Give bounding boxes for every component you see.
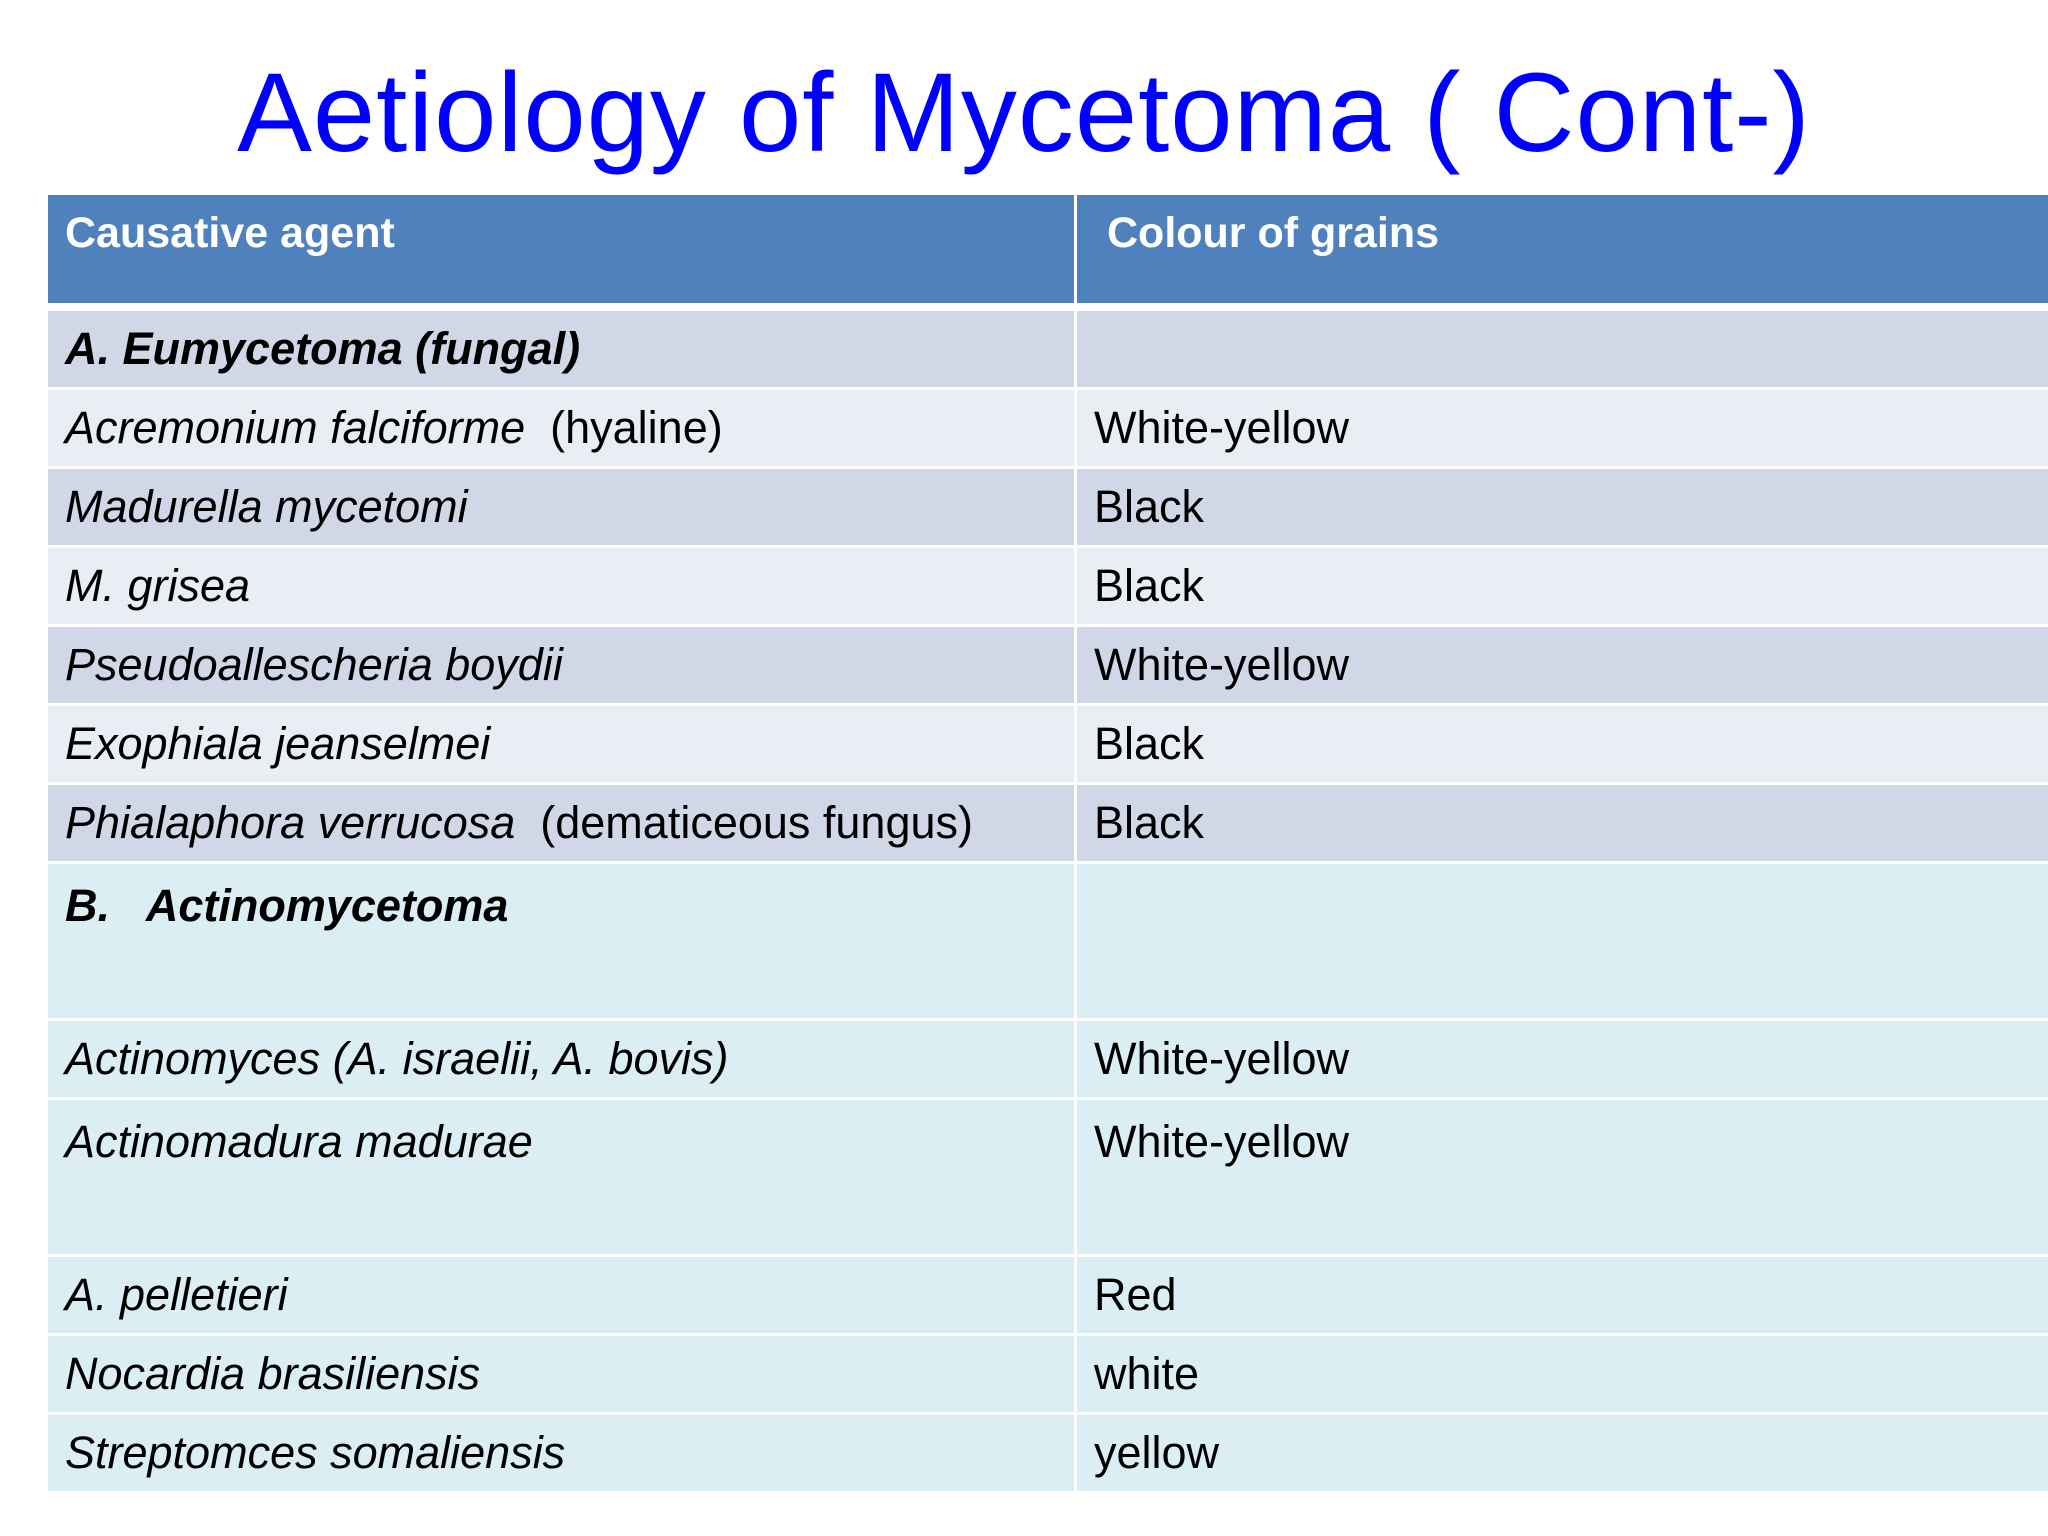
agent-cell <box>47 626 1076 705</box>
agent-cell <box>47 389 1076 468</box>
colour-cell: Black <box>1076 784 2048 863</box>
colour-cell: White-yellow <box>1076 626 2048 705</box>
agent-cell <box>47 468 1076 547</box>
agent-name: Actinomyces (A. israelii, A. bovis) <box>65 1033 729 1084</box>
header-colour-of-grains: Colour of grains <box>1076 194 2048 308</box>
table-row <box>47 626 2048 705</box>
colour-cell: yellow <box>1076 1414 2048 1493</box>
colour-cell: White-yellow <box>1076 389 2048 468</box>
table-row <box>47 784 2048 863</box>
table-row <box>47 1099 2048 1256</box>
agent-name: Madurella mycetomi <box>65 481 468 532</box>
colour-cell: Black <box>1076 547 2048 626</box>
colour-cell: white <box>1076 1335 2048 1414</box>
agent-name: Pseudoallescheria boydii <box>65 639 563 690</box>
table-row <box>47 468 2048 547</box>
colour-cell: White-yellow <box>1076 1099 2048 1256</box>
agent-name: Nocardia brasiliensis <box>65 1348 481 1399</box>
colour-cell: White-yellow <box>1076 1020 2048 1099</box>
agent-name: M. grisea <box>65 560 251 611</box>
aetiology-table <box>45 192 2048 1494</box>
agent-cell <box>47 1256 1076 1335</box>
agent-note: (hyaline) <box>525 402 723 453</box>
agent-name: Phialaphora verrucosa <box>65 797 516 848</box>
section-label: B. Actinomycetoma <box>47 863 1076 1020</box>
table-row <box>47 1256 2048 1335</box>
agent-name: Exophiala jeanselmei <box>65 718 491 769</box>
section-row-actinomycetoma <box>47 863 2048 1020</box>
agent-cell <box>47 705 1076 784</box>
colour-cell: Black <box>1076 705 2048 784</box>
empty-cell <box>1076 863 2048 1020</box>
agent-cell <box>47 1020 1076 1099</box>
agent-cell <box>47 1099 1076 1256</box>
agent-name: A. pelletieri <box>65 1269 288 1320</box>
table-row <box>47 389 2048 468</box>
agent-cell <box>47 784 1076 863</box>
slide-title: Aetiology of Mycetoma ( Cont-) <box>237 50 1811 175</box>
agent-cell <box>47 1335 1076 1414</box>
agent-name: Acremonium falciforme <box>65 402 526 453</box>
agent-cell <box>47 1414 1076 1493</box>
section-label: A. Eumycetoma (fungal) <box>47 307 1076 389</box>
agent-cell <box>47 547 1076 626</box>
agent-name: Streptomces somaliensis <box>65 1427 566 1478</box>
table-row <box>47 1335 2048 1414</box>
colour-cell: Black <box>1076 468 2048 547</box>
header-causative-agent: Causative agent <box>47 194 1076 308</box>
table-row <box>47 547 2048 626</box>
table-row <box>47 1020 2048 1099</box>
table-header-row <box>47 194 2048 308</box>
section-row-eumycetoma <box>47 307 2048 389</box>
table-row <box>47 705 2048 784</box>
colour-cell: Red <box>1076 1256 2048 1335</box>
agent-note: (dematiceous fungus) <box>515 797 973 848</box>
table-row <box>47 1414 2048 1493</box>
agent-name: Actinomadura madurae <box>65 1116 533 1167</box>
empty-cell <box>1076 307 2048 389</box>
